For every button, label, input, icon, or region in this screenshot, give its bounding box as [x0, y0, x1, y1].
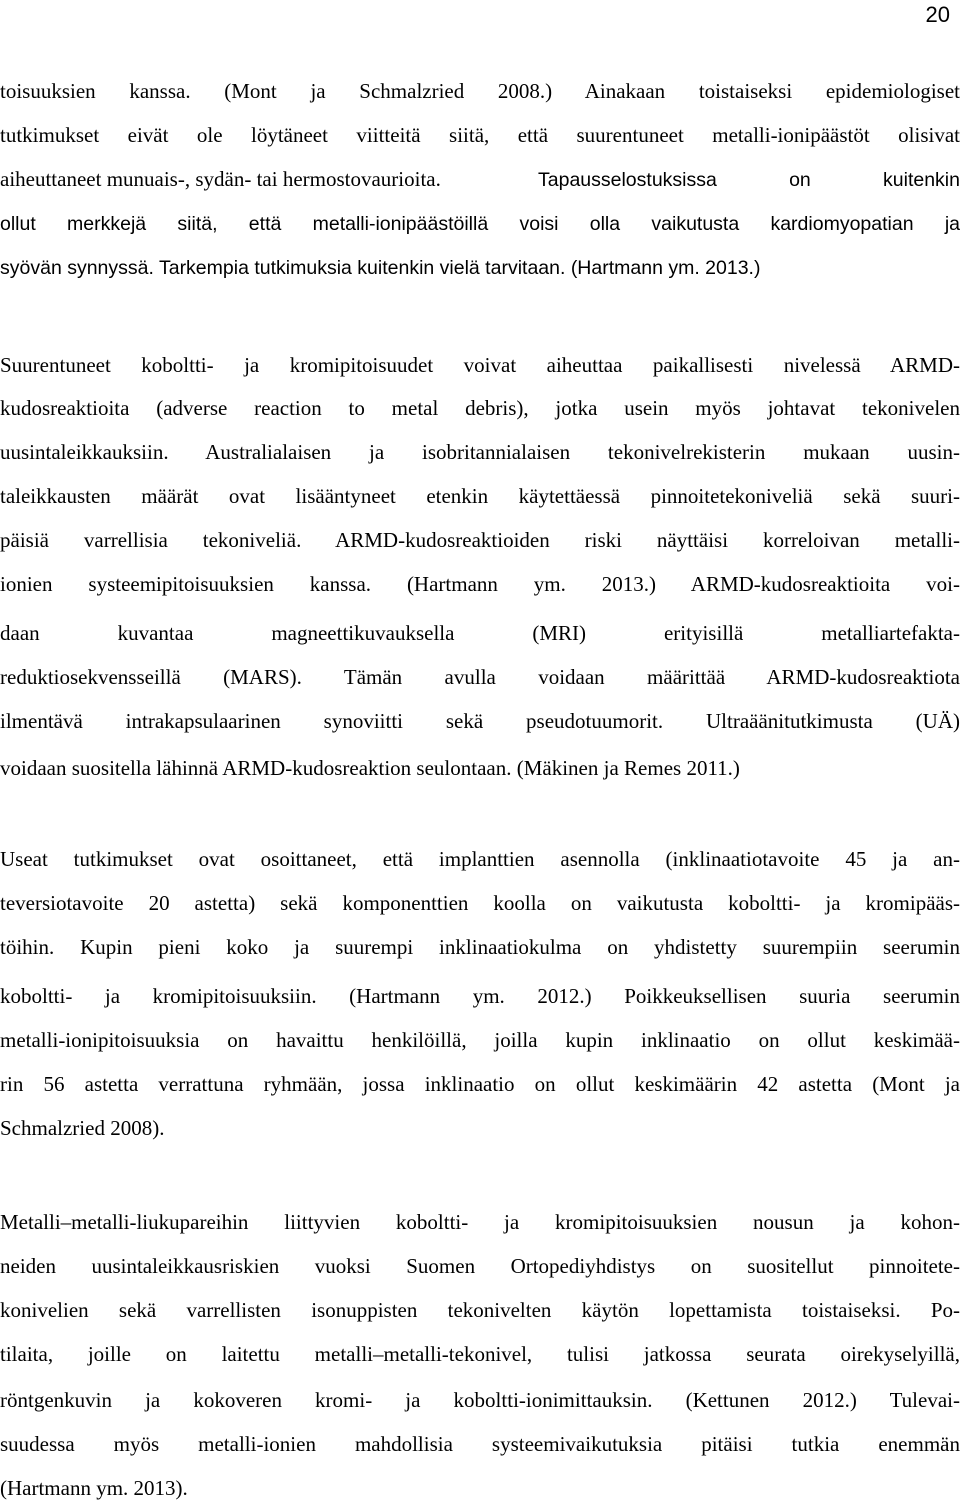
- text-line: tutkimukset eivät ole löytäneet viitteitä siitä, että suurentuneet metalli-ionipäästöt olisivat: [0, 123, 960, 147]
- text-line: rin 56 astetta verrattuna ryhmään, jossa inklinaatio on ollut keskimäärin 42 astetta (Mont ja: [0, 1072, 960, 1096]
- text-line: koboltti- ja kromipitoisuuksiin. (Hartmann ym. 2012.) Poikkeuksellisen suuria seerumin: [0, 984, 960, 1008]
- text-line: Metalli–metalli-liukupareihin liittyvien koboltti- ja kromipitoisuuksien nousun ja kohon-: [0, 1210, 960, 1234]
- text-line: konivelien sekä varrellisten isonuppisten tekonivelten käytön lopettamista toistaiseksi. Po-: [0, 1298, 960, 1322]
- text-line: (Hartmann ym. 2013).: [0, 1476, 188, 1500]
- text-line: töihin. Kupin pieni koko ja suurempi inklinaatiokulma on yhdistetty suurempiin seerumin: [0, 935, 960, 959]
- text-line: Suurentuneet koboltti- ja kromipitoisuudet voivat aiheuttaa paikallisesti nivelessä ARMD-: [0, 353, 960, 377]
- text-line: voidaan suositella lähinnä ARMD-kudosreaktion seulontaan. (Mäkinen ja Remes 2011.): [0, 756, 740, 780]
- text-line: suudessa myös metalli-ionien mahdollisia systeemivaikutuksia pitäisi tutkia enemmän: [0, 1432, 960, 1456]
- text-line: reduktiosekvensseillä (MARS). Tämän avulla voidaan määrittää ARMD-kudosreaktiota: [0, 665, 960, 689]
- text-line: tilaita, joille on laitettu metalli–metalli-tekonivel, tulisi jatkossa seurata oirekyselyillä,: [0, 1342, 960, 1366]
- text-line: röntgenkuvin ja kokoveren kromi- ja koboltti-ionimittauksin. (Kettunen 2012.) Tulevai-: [0, 1388, 960, 1412]
- text-line: ionien systeemipitoisuuksien kanssa. (Hartmann ym. 2013.) ARMD-kudosreaktioita voi-: [0, 572, 960, 596]
- text-line: uusintaleikkauksiin. Australialaisen ja isobritannialaisen tekonivelrekisterin mukaan uusin-: [0, 440, 960, 464]
- text-line: taleikkausten määrät ovat lisääntyneet etenkin käytettäessä pinnoitetekoniveliä sekä suuri-: [0, 484, 960, 508]
- text-line: aiheuttaneet munuais-, sydän- tai hermostovaurioita.: [0, 167, 441, 191]
- text-line: ilmentävä intrakapsulaarinen synoviitti sekä pseudotuumorit. Ultraäänitutkimusta (UÄ): [0, 709, 960, 733]
- text-line: Tapausselostuksissa on kuitenkin: [538, 169, 960, 191]
- text-line: Useat tutkimukset ovat osoittaneet, että implanttien asennolla (inklinaatiotavoite 45 ja an-: [0, 847, 960, 871]
- text-line: Schmalzried 2008).: [0, 1116, 165, 1140]
- text-line: päisiä varrellisia tekoniveliä. ARMD-kudosreaktioiden riski näyttäisi korreloivan metalli-: [0, 528, 960, 552]
- text-line: kudosreaktioita (adverse reaction to metal debris), jotka usein myös johtavat tekonivelen: [0, 396, 960, 420]
- text-line: syövän synnyssä. Tarkempia tutkimuksia kuitenkin vielä tarvitaan. (Hartmann ym. 2013.): [0, 257, 761, 279]
- text-line: metalli-ionipitoisuuksia on havaittu henkilöillä, joilla kupin inklinaatio on ollut keskimää-: [0, 1028, 960, 1052]
- text-line: ollut merkkejä siitä, että metalli-ionipäästöillä voisi olla vaikutusta kardiomyopatian ja: [0, 213, 960, 235]
- text-line: toisuuksien kanssa. (Mont ja Schmalzried 2008.) Ainakaan toistaiseksi epidemiologiset: [0, 79, 960, 103]
- text-line: teversiotavoite 20 astetta) sekä komponenttien koolla on vaikutusta koboltti- ja kromipääs-: [0, 891, 960, 915]
- page-number: 20: [925, 2, 950, 27]
- text-line: neiden uusintaleikkausriskien vuoksi Suomen Ortopediyhdistys on suositellut pinnoitete-: [0, 1254, 960, 1278]
- text-line: daan kuvantaa magneettikuvauksella (MRI) erityisillä metalliartefakta-: [0, 621, 960, 645]
